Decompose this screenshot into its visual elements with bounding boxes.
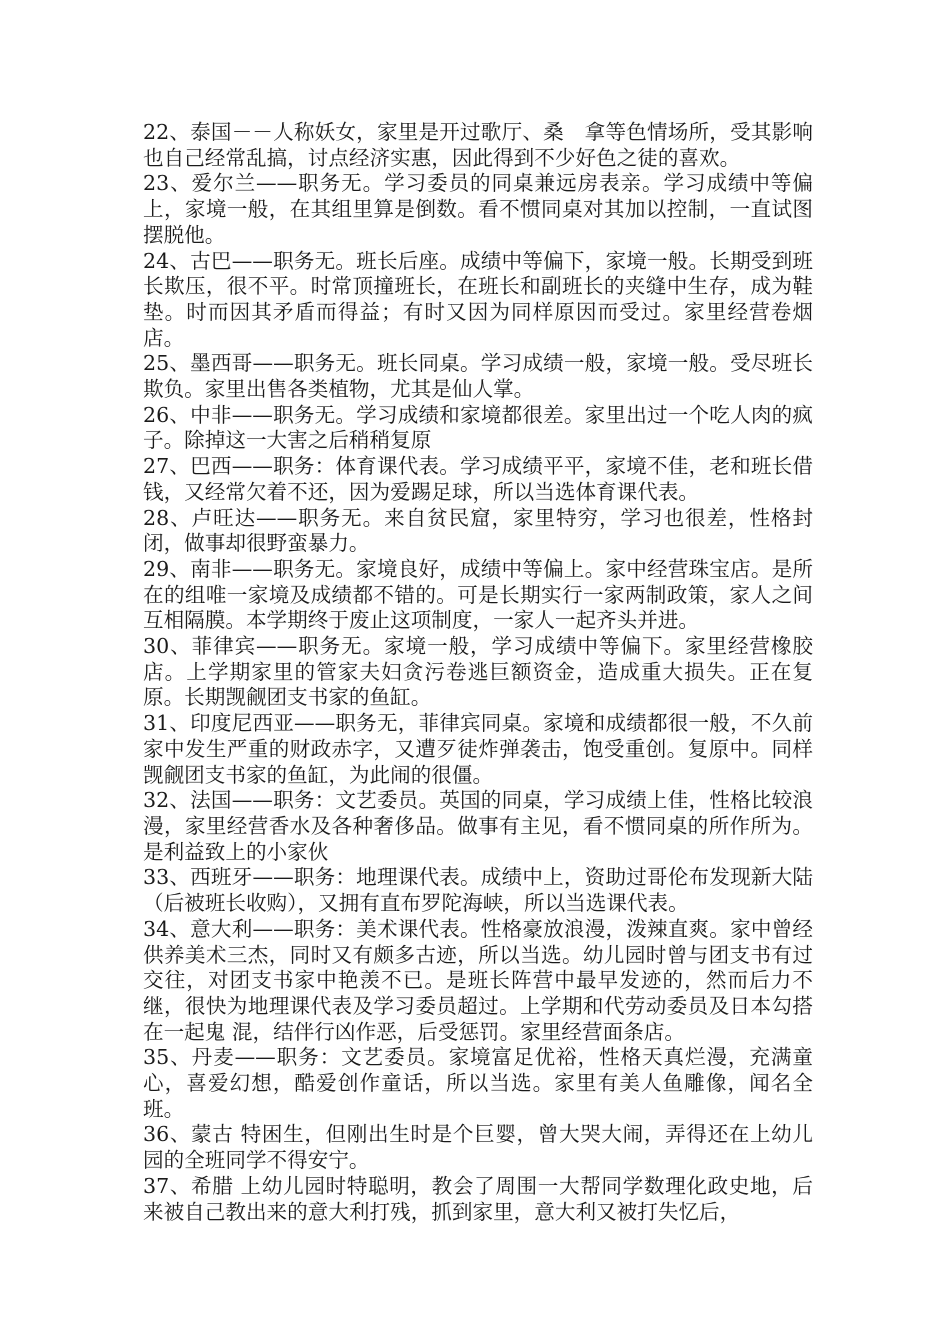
- paragraph-30: 30、菲律宾——职务无。家境一般，学习成绩中等偏下。家里经营橡胶店。上学期家里的管家夫妇贪污卷逃巨额资金，造成重大损失。正在复原。长期觊觎团支书家的鱼缸。: [143, 634, 813, 710]
- paragraph-33: 33、西班牙——职务：地理课代表。成绩中上，资助过哥伦布发现新大陆（后被班长收购），又拥有直布罗陀海峡，所以当选课代表。: [143, 865, 813, 916]
- paragraph-23: 23、爱尔兰——职务无。学习委员的同桌兼远房表亲。学习成绩中等偏上，家境一般，在其组里算是倒数。看不惯同桌对其加以控制，一直试图摆脱他。: [143, 171, 813, 247]
- paragraph-26: 26、中非——职务无。学习成绩和家境都很差。家里出过一个吃人肉的疯子。除掉这一大害之后稍稍复原: [143, 402, 813, 453]
- document-body: [143, 120, 813, 1225]
- paragraph-36: 36、蒙古 特困生，但刚出生时是个巨婴，曾大哭大闹，弄得还在上幼儿园的全班同学不得安宁。: [143, 1122, 813, 1173]
- paragraph-24: 24、古巴——职务无。班长后座。成绩中等偏下，家境一般。长期受到班长欺压，很不平。时常顶撞班长，在班长和副班长的夹缝中生存，成为鞋垫。时而因其矛盾而得益；有时又因为同样原因而受过。家里经营卷烟店。: [143, 248, 813, 350]
- paragraph-35: 35、丹麦——职务：文艺委员。家境富足优裕，性格天真烂漫，充满童心，喜爱幻想，酷爱创作童话，所以当选。家里有美人鱼雕像，闻名全班。: [143, 1045, 813, 1121]
- paragraph-22: 22、泰国－－人称妖女，家里是开过歌厅、桑 拿等色情场所，受其影响也自己经常乱搞，讨点经济实惠，因此得到不少好色之徒的喜欢。: [143, 120, 813, 170]
- paragraph-37: 37、希腊 上幼儿园时特聪明，教会了周围一大帮同学数理化政史地，后来被自己教出来的意大利打残，抓到家里，意大利又被打失忆后，: [143, 1173, 813, 1224]
- paragraph-29: 29、南非——职务无。家境良好，成绩中等偏上。家中经营珠宝店。是所在的组唯一家境及成绩都不错的。可是长期实行一家两制政策，家人之间互相隔膜。本学期终于废止这项制度，一家人一起齐头并进。: [143, 556, 813, 633]
- paragraph-25: 25、墨西哥——职务无。班长同桌。学习成绩一般，家境一般。受尽班长欺负。家里出售各类植物，尤其是仙人掌。: [143, 351, 813, 402]
- paragraph-34: 34、意大利——职务：美术课代表。性格豪放浪漫，泼辣直爽。家中曾经供养美术三杰，同时又有颇多古迹，所以当选。幼儿园时曾与团支书有过交往，对团支书家中艳羡不已。是班长阵营中最早发迹的，然而后力不继，很快为地理课代表及学习委员超过。上学期和代劳动委员及日本勾搭在一起鬼 混，结伴行凶作恶，后受惩罚。家里经营面条店。: [143, 916, 813, 1044]
- paragraph-32: 32、法国——职务：文艺委员。英国的同桌，学习成绩上佳，性格比较浪漫，家里经营香水及各种奢侈品。做事有主见，看不惯同桌的所作所为。是利益致上的小家伙: [143, 788, 813, 864]
- paragraph-28: 28、卢旺达——职务无。来自贫民窟，家里特穷，学习也很差，性格封闭，做事却很野蛮暴力。: [143, 505, 813, 556]
- paragraph-31: 31、印度尼西亚——职务无，菲律宾同桌。家境和成绩都很一般，不久前家中发生严重的财政赤字，又遭歹徒炸弹袭击，饱受重创。复原中。同样觊觎团支书家的鱼缸，为此闹的很僵。: [143, 711, 813, 787]
- paragraph-27: 27、巴西——职务：体育课代表。学习成绩平平，家境不佳，老和班长借钱，又经常欠着不还，因为爱踢足球，所以当选体育课代表。: [143, 454, 813, 504]
